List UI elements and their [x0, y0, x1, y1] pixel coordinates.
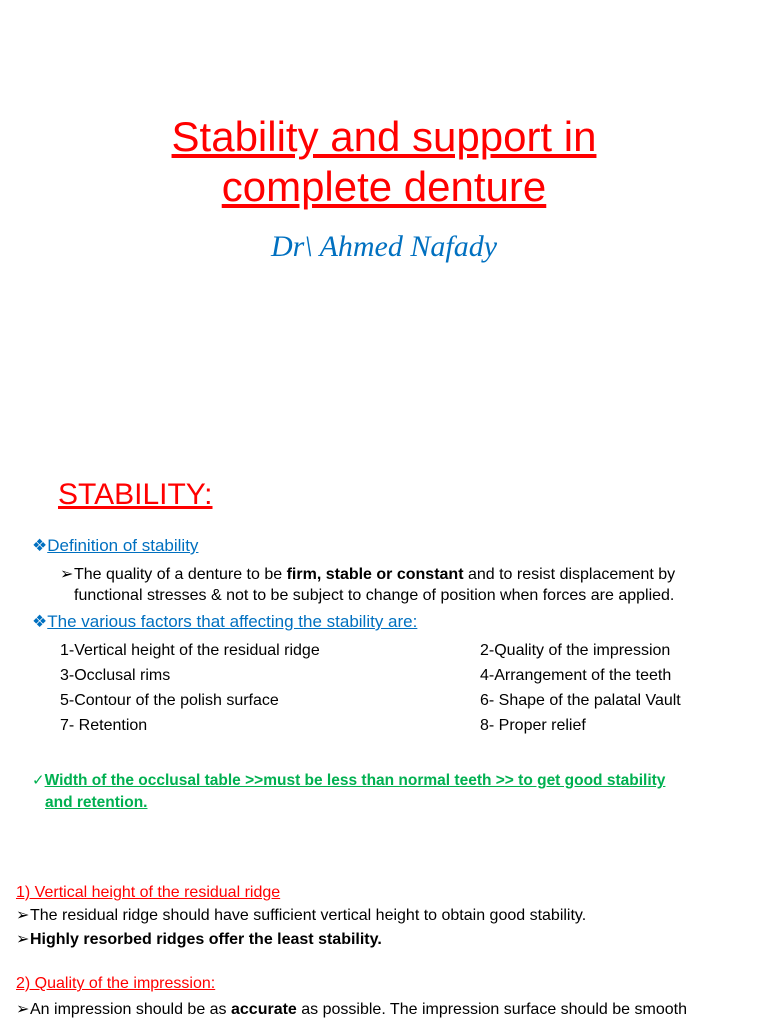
factor-5: 5-Contour of the polish surface — [60, 692, 279, 709]
diamond-bullet-icon: ❖ — [32, 612, 48, 631]
definition-text-bold: firm, stable or constant — [286, 566, 464, 583]
checkmark-icon: ✓ — [32, 772, 45, 789]
factor-1: 1-Vertical height of the residual ridge — [60, 642, 320, 659]
arrow-bullet-icon: ➢ — [16, 931, 30, 948]
section-heading: STABILITY: — [58, 478, 213, 511]
sub1-line-2 — [16, 929, 382, 950]
sub1-text-2: Highly resorbed ridges offer the least stability. — [30, 931, 382, 948]
sub2-text-a: An impression should be as — [30, 1001, 231, 1018]
factor-3: 3-Occlusal rims — [60, 667, 171, 684]
arrow-bullet-icon: ➢ — [16, 907, 30, 924]
sub2-text-b: as possible. The impression surface should be smooth — [296, 1001, 687, 1018]
author-name: Dr\ Ahmed Nafady — [270, 230, 498, 263]
factors-heading-row — [32, 612, 417, 632]
title-line-1: Stability and support in — [171, 113, 597, 160]
factor-4: 4-Arrangement of the teeth — [480, 667, 672, 684]
definition-text-line-1 — [60, 564, 675, 585]
arrow-bullet-icon: ➢ — [16, 1001, 30, 1018]
sub1-text-1: The residual ridge should have sufficient vertical height to obtain good stability. — [30, 907, 587, 924]
sub1-heading: 1) Vertical height of the residual ridge — [16, 884, 281, 901]
definition-heading-row — [32, 536, 198, 556]
factor-2: 2-Quality of the impression — [480, 642, 671, 659]
sub1-line-1 — [16, 905, 586, 926]
note-line-2: and retention. — [45, 794, 148, 811]
factor-8: 8- Proper relief — [480, 717, 586, 734]
sub2-line-1 — [16, 999, 687, 1020]
note-line-1 — [32, 770, 665, 791]
sub2-heading: 2) Quality of the impression: — [16, 975, 216, 992]
definition-text-b: and to resist displacement by — [463, 566, 676, 583]
sub2-text-bold: accurate — [231, 1001, 297, 1018]
factors-heading: The various factors that affecting the stability are: — [47, 612, 418, 631]
arrow-bullet-icon: ➢ — [60, 566, 74, 583]
factor-6: 6- Shape of the palatal Vault — [480, 692, 681, 709]
definition-heading: Definition of stability — [47, 536, 199, 555]
factor-7: 7- Retention — [60, 717, 148, 734]
diamond-bullet-icon: ❖ — [32, 536, 48, 555]
definition-text-line-2: functional stresses & not to be subject to change of position when forces are applied. — [74, 587, 675, 604]
definition-text-a: The quality of a denture to be — [74, 566, 287, 583]
title-line-2: complete denture — [221, 163, 547, 210]
note-text-1: Width of the occlusal table >>must be less than normal teeth >> to get good stability — [44, 772, 666, 789]
